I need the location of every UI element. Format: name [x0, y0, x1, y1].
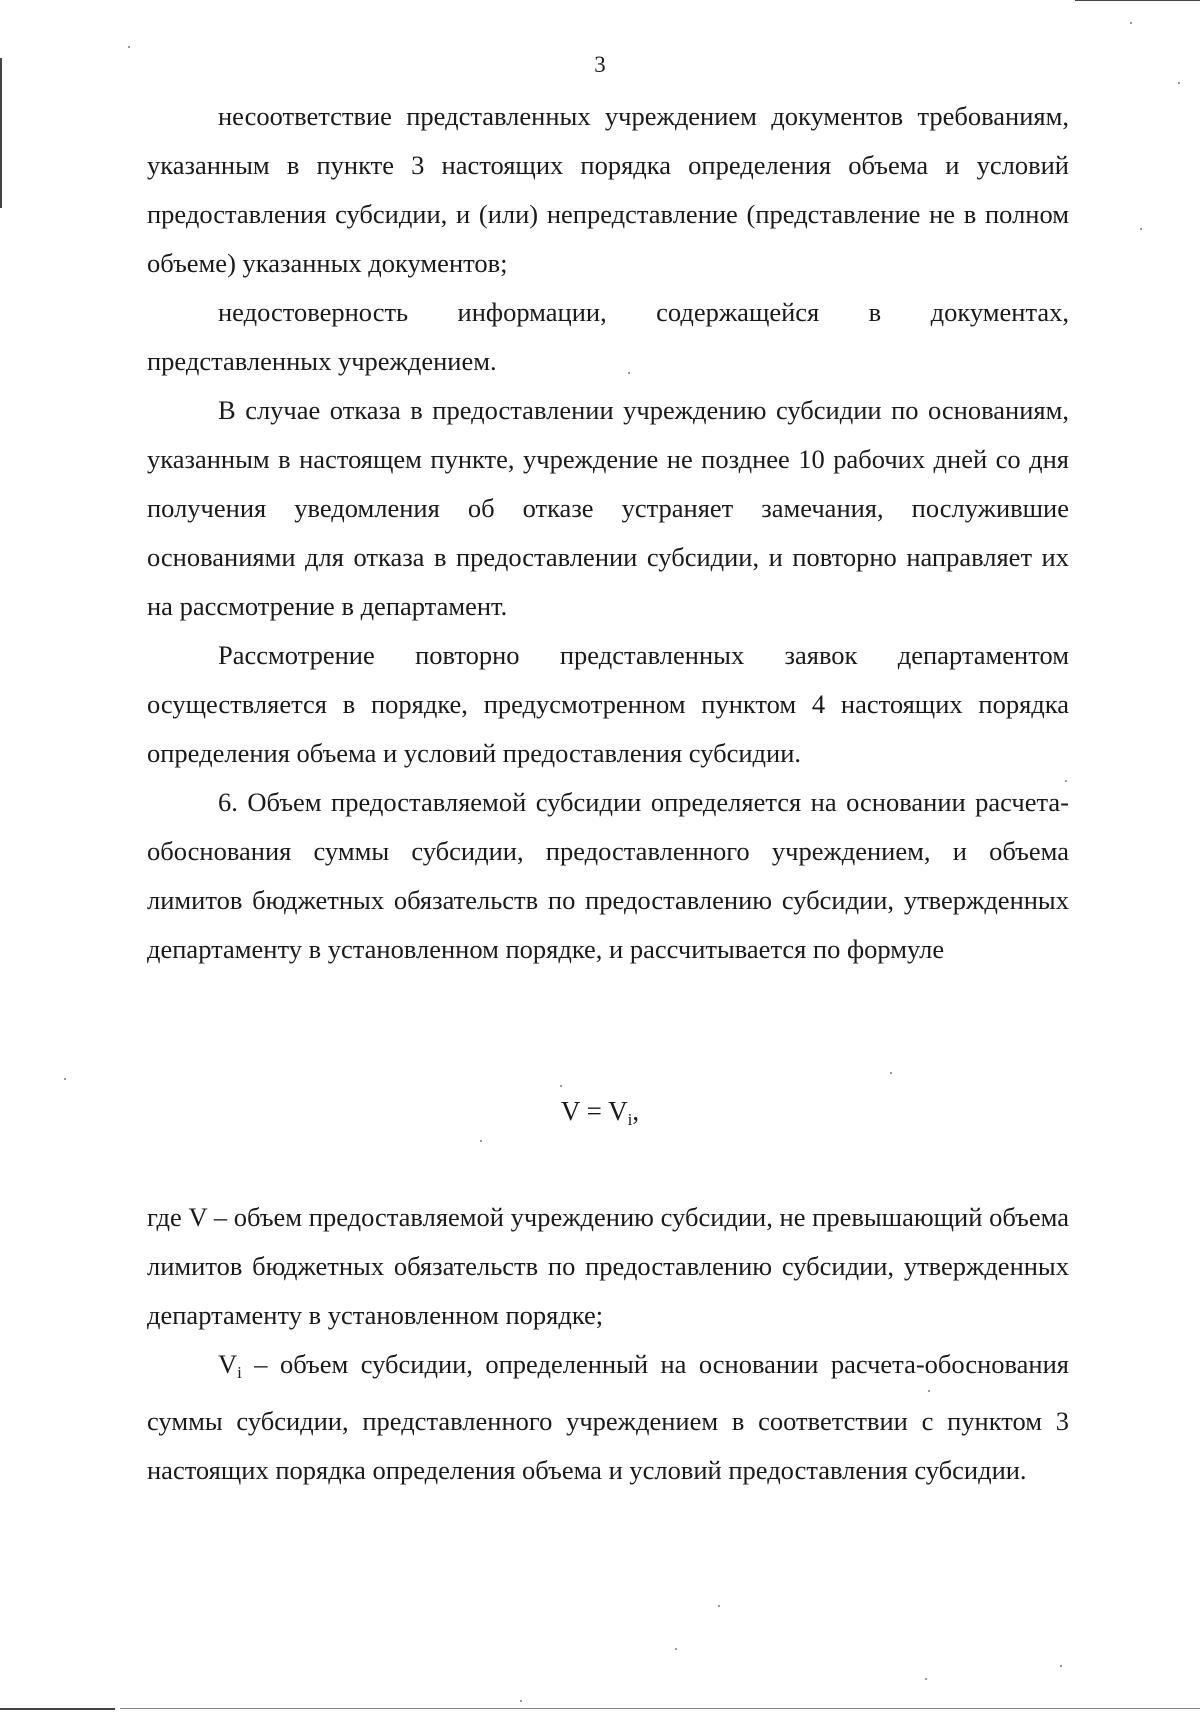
scan-speck — [928, 1390, 930, 1392]
scan-speck — [1178, 82, 1180, 84]
paragraph-repeated-review: Рассмотрение повторно представленных заявок департаментом осуществляется в порядке, предусмотренном пунктом 4 настоящих порядка определения объема и условий предоставления субсидии. — [147, 640, 1069, 768]
page-number: 3 — [594, 52, 606, 77]
scan-top-line — [1075, 0, 1200, 1]
scan-edge-line — [0, 58, 2, 208]
scan-speck — [925, 1678, 927, 1680]
scan-bottom-line — [120, 1708, 1200, 1709]
scan-speck — [480, 1140, 482, 1142]
definition-vi-text: – объем субсидии, определенный на основании расчета-обоснования суммы субсидии, представленного учреждением в соответствии с пунктом 3 настоящих порядка определения объема и условий предоставления субсидии. — [147, 1349, 1069, 1485]
definition-vi-symbol: V — [218, 1349, 238, 1379]
scan-speck — [1140, 228, 1142, 230]
paragraph-document-mismatch: несоответствие представленных учреждением документов требованиям, указанным в пункте 3 настоящих порядка определения объема и условий предоставления субсидии, и (или) непредставление (представление не в полном объеме) указанных документов; — [147, 101, 1069, 278]
scan-speck — [1130, 22, 1132, 24]
scan-speck — [890, 1072, 892, 1074]
paragraph-inaccurate-information: недостоверность информации, содержащейся в документах, представленных учреждением. — [147, 297, 1069, 376]
scan-bottom-line-left — [0, 1708, 115, 1710]
scan-speck — [1060, 1665, 1062, 1667]
paragraph-refusal-case: В случае отказа в предоставлении учреждению субсидии по основаниям, указанным в настоящем пункте, учреждение не позднее 10 рабочих дней со дня получения уведомления об отказе устраняет замечания, послужившие основаниями для отказа в предоставлении субсидии, и повторно направляет их на рассмотрение в департамент. — [147, 395, 1069, 621]
scan-speck — [128, 46, 130, 48]
scan-speck — [675, 1648, 677, 1650]
paragraph-subsidy-volume: 6. Объем предоставляемой субсидии определяется на основании расчета-обоснования суммы субсидии, предоставленного учреждением, и объема лимитов бюджетных обязательств по предоставлению субсидии, утвержденных департаменту в установленном порядке, и рассчитывается по формуле — [147, 787, 1069, 964]
scan-speck — [520, 1700, 522, 1702]
body-text-upper — [147, 92, 1069, 974]
scan-speck — [1065, 780, 1067, 782]
definitions-block — [147, 1193, 1069, 1495]
formula — [0, 1096, 1200, 1130]
definition-vi — [147, 1340, 1069, 1495]
scan-speck — [628, 372, 630, 374]
formula-tail: , — [632, 1096, 640, 1126]
scan-speck — [718, 1605, 720, 1607]
definition-v: где V – объем предоставляемой учреждению субсидии, не превышающий объема лимитов бюджетных обязательств по предоставлению субсидии, утвержденных департаменту в установленном порядке; — [147, 1202, 1069, 1330]
scan-speck — [560, 1085, 562, 1087]
definition-vi-subscript: i — [237, 1363, 242, 1382]
scan-speck — [64, 1078, 66, 1080]
formula-left: V = V — [560, 1096, 628, 1126]
formula-subscript: i — [627, 1110, 633, 1129]
